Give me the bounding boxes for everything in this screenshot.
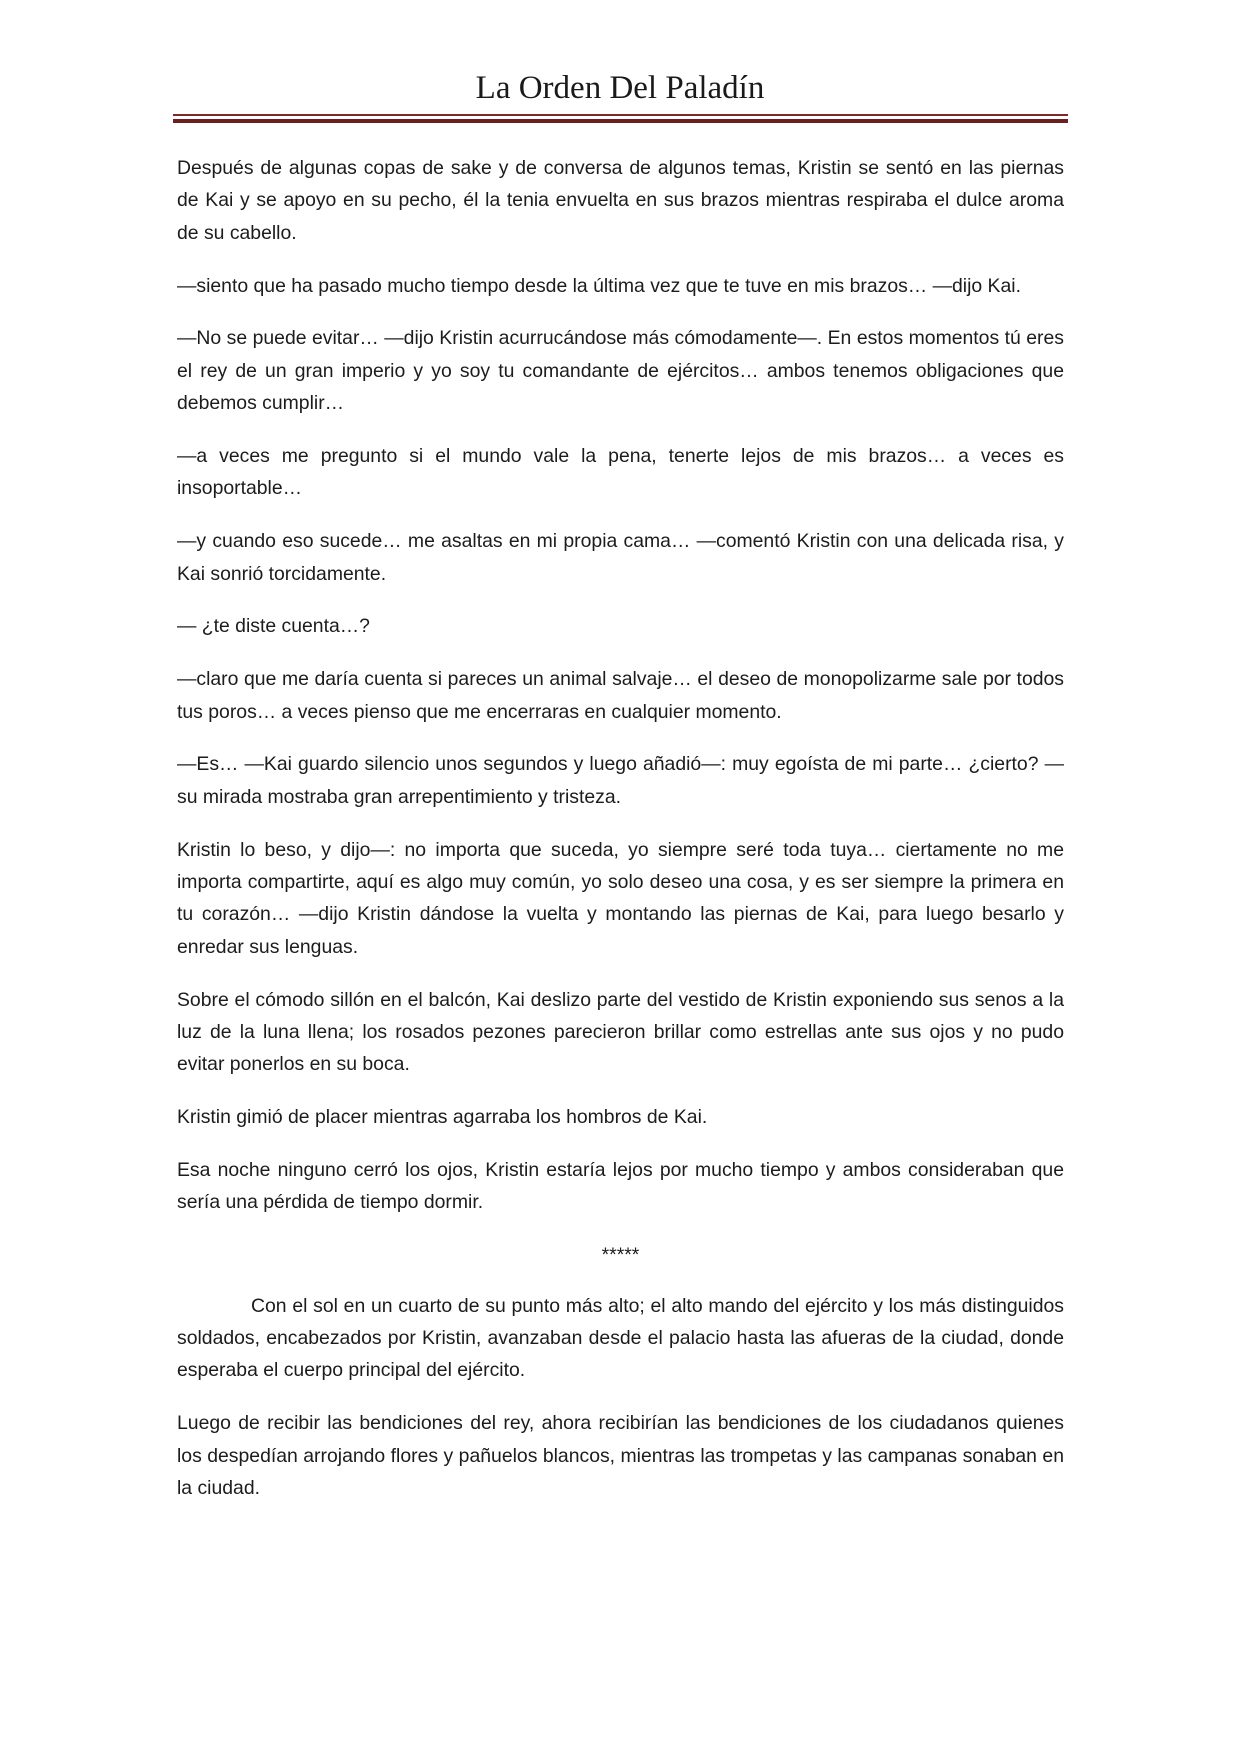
paragraph: Después de algunas copas de sake y de conversa de algunos temas, Kristin se sentó en las piernas de Kai y se apoyo en su pecho, él la tenia envuelta en sus brazos mientras respiraba el dulce aroma de su cabello. [177,157,1064,244]
scene-separator: ***** [601,1244,640,1267]
header-rule-thick [173,119,1068,123]
paragraph: —Es… —Kai guardo silencio unos segundos y luego añadió—: muy egoísta de mi parte… ¿cierto? —su mirada mostraba gran arrepentimiento y tristeza. [177,753,1064,808]
paragraph: Kristin lo beso, y dijo—: no importa que suceda, yo siempre seré toda tuya… ciertamente no me importa compartirte, aquí es algo muy común, yo solo deseo una cosa, y es ser siempre la primera en tu corazón… —dijo Kristin dándose la vuelta y montando las piernas de Kai, para luego besarlo y enredar sus lenguas. [177,838,1064,958]
paragraph: —No se puede evitar… —dijo Kristin acurrucándose más cómodamente—. En estos momentos tú eres el rey de un gran imperio y yo soy tu comandante de ejércitos… ambos tenemos obligaciones que debemos cumplir… [177,327,1064,415]
paragraph: —siento que ha pasado mucho tiempo desde la última vez que te tuve en mis brazos… —dijo Kai. [177,274,1021,297]
page-header-title: La Orden Del Paladín [475,70,765,106]
paragraph: Sobre el cómodo sillón en el balcón, Kai deslizo parte del vestido de Kristin exponiendo sus senos a la luz de la luna llena; los rosados pezones parecieron brillar como estrellas ante sus ojos y no pudo evitar ponerlos en su boca. [177,988,1064,1076]
paragraph: —a veces me pregunto si el mundo vale la pena, tenerte lejos de mis brazos… a veces es insoportable… [177,445,1064,500]
paragraph: —y cuando eso sucede… me asaltas en mi propia cama… —comentó Kristin con una delicada risa, y Kai sonrió torcidamente. [177,530,1064,585]
paragraph: — ¿te diste cuenta…? [177,615,370,638]
paragraph: —claro que me daría cuenta si pareces un animal salvaje… el deseo de monopolizarme sale por todos tus poros… a veces pienso que me encerraras en cualquier momento. [177,668,1064,723]
header-rule-thin [173,114,1068,116]
paragraph: Esa noche ninguno cerró los ojos, Kristin estaría lejos por mucho tiempo y ambos consideraban que sería una pérdida de tiempo dormir. [177,1159,1064,1214]
paragraph: Luego de recibir las bendiciones del rey, ahora recibirían las bendiciones de los ciudadanos quienes los despedían arrojando flores y pañuelos blancos, mientras las trompetas y las campanas sonaban en la ciudad. [177,1412,1064,1500]
document-body [177,152,1064,1525]
paragraph: Kristin gimió de placer mientras agarraba los hombros de Kai. [177,1106,708,1129]
paragraph: Con el sol en un cuarto de su punto más alto; el alto mando del ejército y los más distinguidos soldados, encabezados por Kristin, avanzaban desde el palacio hasta las afueras de la ciudad, donde esperaba el cuerpo principal del ejército. [177,1294,1064,1382]
